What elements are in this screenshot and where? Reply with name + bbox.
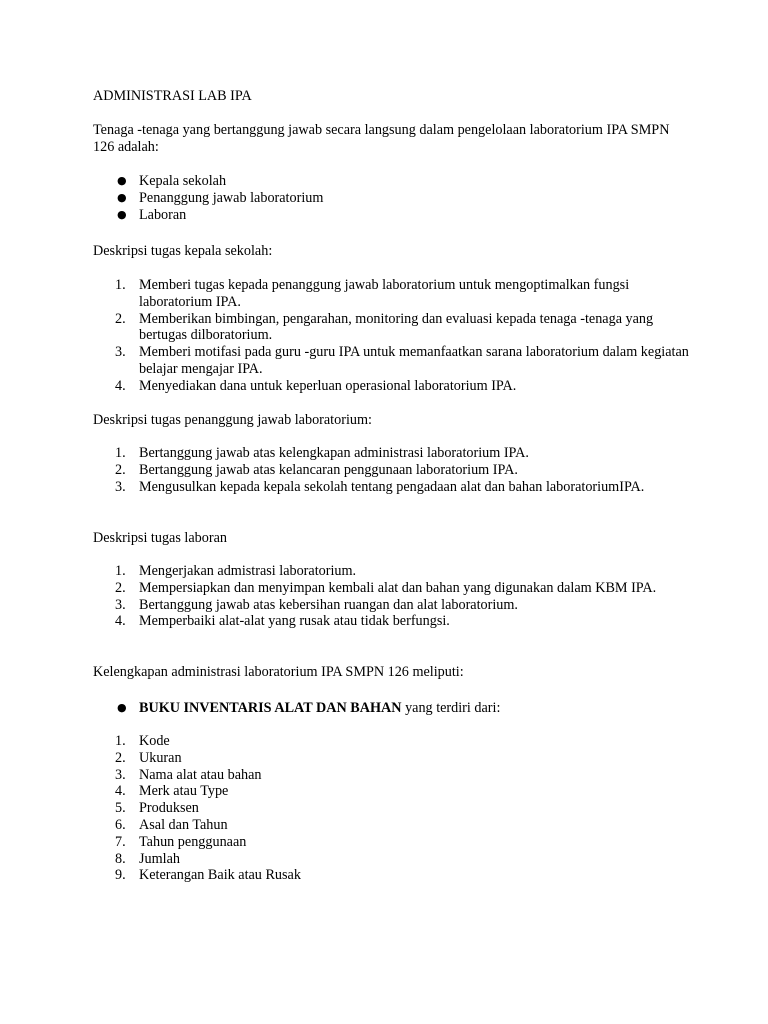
list-item: 4. Memperbaiki alat-alat yang rusak atau tidak berfungsi.	[115, 613, 450, 630]
list-item: ● BUKU INVENTARIS ALAT DAN BAHAN yang terdiri dari:	[117, 700, 501, 716]
list-item: 8. Jumlah	[115, 850, 180, 867]
list-item: 1. Bertanggung jawab atas kelengkapan administrasi laboratorium IPA.	[115, 445, 529, 461]
staff-list	[93, 173, 693, 223]
bullet-icon: ●	[117, 701, 127, 714]
list-item: 3. Nama alat atau bahan	[115, 766, 262, 783]
laboran-task-list	[93, 563, 693, 630]
list-item: 7. Tahun penggunaan	[115, 833, 247, 850]
list-item: 9. Keterangan Baik atau Rusak	[115, 867, 301, 884]
list-item: ● Penanggung jawab laboratorium	[117, 189, 324, 206]
list-item: 3. Mengusulkan kepada kepala sekolah tentang pengadaan alat dan bahan laboratoriumIPA.	[115, 478, 645, 495]
laboran-heading: Deskripsi tugas laboran	[93, 530, 227, 546]
intro-paragraph: Tenaga -tenaga yang bertanggung jawab secara langsung dalam pengelolaan laboratorium IPA SMPN 126 adalah:	[93, 122, 670, 155]
kelengkapan-heading: Kelengkapan administrasi laboratorium IPA SMPN 126 meliputi:	[93, 664, 464, 680]
list-item: 2. Mempersiapkan dan menyimpan kembali alat dan bahan yang digunakan dalam KBM IPA.	[115, 579, 657, 596]
list-item: 6. Asal dan Tahun	[115, 816, 228, 833]
document-title: ADMINISTRASI LAB IPA	[93, 88, 252, 104]
list-item: 4. Menyediakan dana untuk keperluan operasional laboratorium IPA.	[115, 377, 517, 394]
kelengkapan-list	[93, 700, 693, 717]
list-item: 2. Ukuran	[115, 749, 182, 766]
bullet-icon: ●	[117, 190, 127, 204]
buku-item-list	[93, 733, 693, 884]
list-item: 4. Merk atau Type	[115, 783, 229, 800]
list-item: 2. Memberikan bimbingan, pengarahan, monitoring dan evaluasi kepada tenaga -tenaga yang bertugas dilboratorium.	[115, 310, 654, 344]
buku-inventaris-title: BUKU INVENTARIS ALAT DAN BAHAN	[139, 700, 402, 716]
list-item: 3. Memberi motifasi pada guru -guru IPA untuk memanfaatkan sarana laboratorium dalam kegiatan belajar mengajar IPA.	[115, 344, 689, 377]
list-item: 5. Produksen	[115, 800, 199, 817]
pj-heading: Deskripsi tugas penanggung jawab laboratorium:	[93, 412, 372, 428]
kepsek-task-list	[93, 277, 693, 395]
list-item: 3. Bertanggung jawab atas kebersihan ruangan dan alat laboratorium.	[115, 596, 518, 613]
list-item: ● Laboran	[117, 206, 187, 223]
pj-task-list	[93, 445, 693, 495]
bullet-icon: ●	[117, 174, 127, 187]
list-item: ● Kepala sekolah	[117, 173, 227, 189]
list-item: 1. Memberi tugas kepada penanggung jawab laboratorium untuk mengoptimalkan fungsi laboratorium IPA.	[115, 277, 630, 310]
bullet-icon: ●	[117, 207, 127, 221]
list-item: 2. Bertanggung jawab atas kelancaran penggunaan laboratorium IPA.	[115, 461, 518, 478]
list-item: 1. Kode	[115, 733, 170, 749]
kepsek-heading: Deskripsi tugas kepala sekolah:	[93, 243, 273, 259]
list-item: 1. Mengerjakan admistrasi laboratorium.	[115, 563, 357, 579]
